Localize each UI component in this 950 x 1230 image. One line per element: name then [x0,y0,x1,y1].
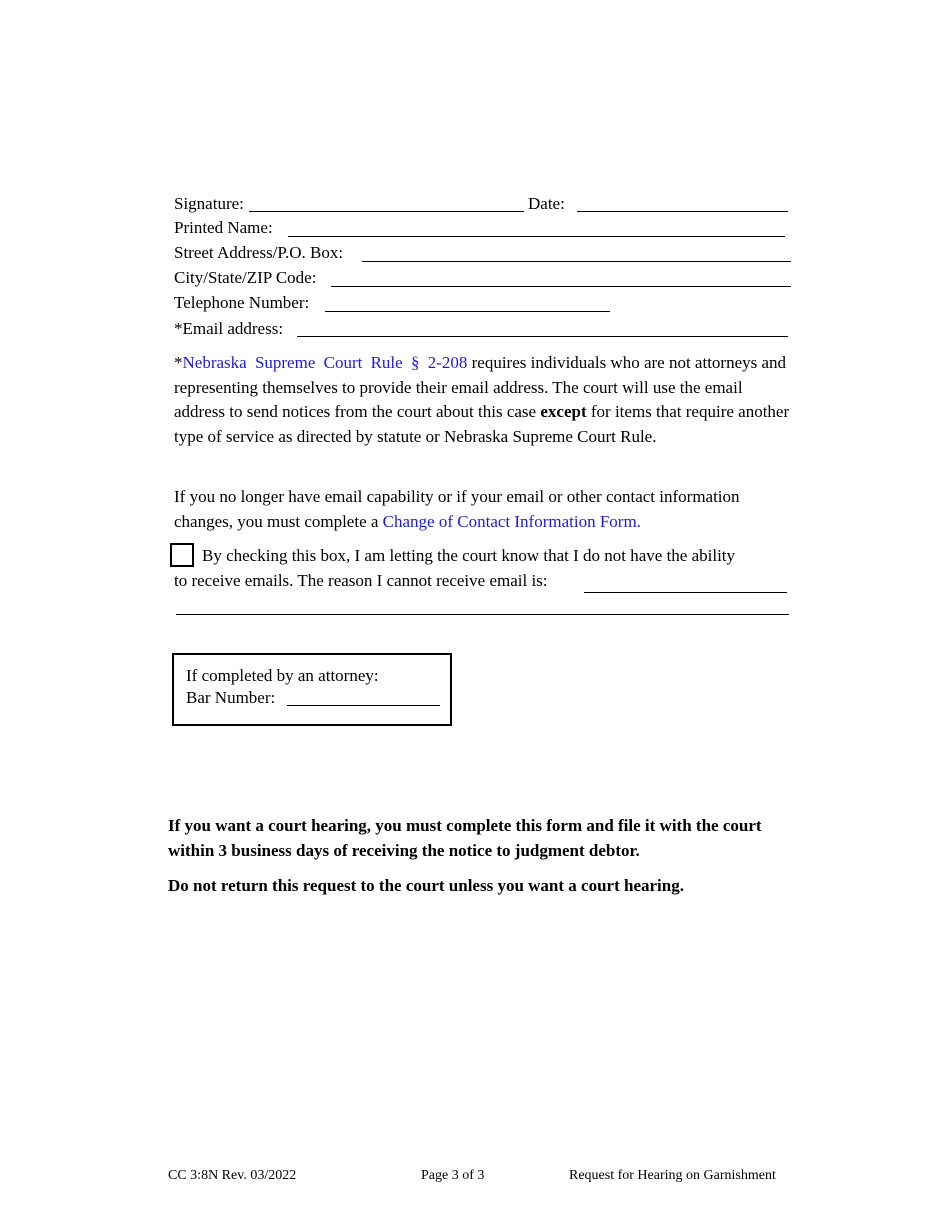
signature-line[interactable] [249,211,524,212]
bar-number-label: Bar Number: [186,688,276,707]
rule-text-2: for items that require another type of service as directed by statute or Nebraska Supreme Court Rule. [174,402,790,446]
document-page: Signature: Date: Printed Name: Street Address/P.O. Box: City/State/ZIP Code: Telephone Number: *Email address: *Nebraska Supreme Court Rule § 2-208 requires individuals who are not attorneys and representing themselves to provide their email address. The court will use the email address to send notices from the court about this case except for items that require another type of service as directed by statute or Nebraska Supreme Court Rule. If you no longer have email capability or if your email or other contact information changes, you must complete a Change of Contact Information Form. By checking this box, I am letting the court know that I do not have the ability to receive emails. The reason I cannot receive email is: If completed by an attorney: Bar Number: If you want a court hearing, you must complete this form and file it with the court within 3 business days of receiving the notice to judgment debtor. Do not return this request to the court unless you want a court hearing. CC 3:8N Rev. 03/2022 Page 3 of 3 Request for Hearing on Garnishment [0,0,950,1230]
city-state-zip-label: City/State/ZIP Code: [174,268,317,287]
footer-form-code: CC 3:8N Rev. 03/2022 [168,1168,297,1183]
street-address-line[interactable] [362,261,791,262]
no-email-reason-line-2[interactable] [176,614,789,615]
change-of-contact-form-link[interactable]: Change of Contact Information Form. [382,511,641,531]
telephone-line[interactable] [325,311,610,312]
attorney-box [172,653,452,726]
date-label: Date: [528,194,565,213]
supreme-court-rule-link[interactable]: Nebraska Supreme Court Rule § 2-208 [182,353,468,372]
footer-form-title: Request for Hearing on Garnishment [569,1168,776,1183]
email-label: *Email address: [174,319,284,338]
hearing-instruction: If you want a court hearing, you must complete this form and file it with the court within 3 business days of receiving the notice to judgment debtor. [168,816,762,860]
date-line[interactable] [577,211,788,212]
printed-name-label: Printed Name: [174,218,273,237]
street-address-label: Street Address/P.O. Box: [174,243,344,262]
bar-number-line[interactable] [287,705,440,706]
city-state-zip-line[interactable] [331,286,791,287]
email-line[interactable] [297,336,788,337]
no-email-reason-line-1[interactable] [584,592,787,593]
rule-text-1: requires individuals who are not attorneys and representing themselves to provide their email address. The court will use the email address to send notices from the court about this case [174,353,787,421]
telephone-label: Telephone Number: [174,293,310,312]
printed-name-line[interactable] [288,236,785,237]
footer-page-number: Page 3 of 3 [421,1168,485,1183]
except-bold: except [540,402,587,421]
no-email-checkbox[interactable] [170,543,194,567]
signature-label: Signature: [174,194,244,213]
asterisk: * [174,353,183,372]
attorney-box-heading: If completed by an attorney: [186,666,379,685]
contact-change-paragraph [174,485,794,534]
return-warning: Do not return this request to the court unless you want a court hearing. [168,876,684,895]
email-rule-paragraph [174,351,794,449]
contact-change-text: If you no longer have email capability or if your email or other contact information changes, you must complete a [174,487,740,531]
